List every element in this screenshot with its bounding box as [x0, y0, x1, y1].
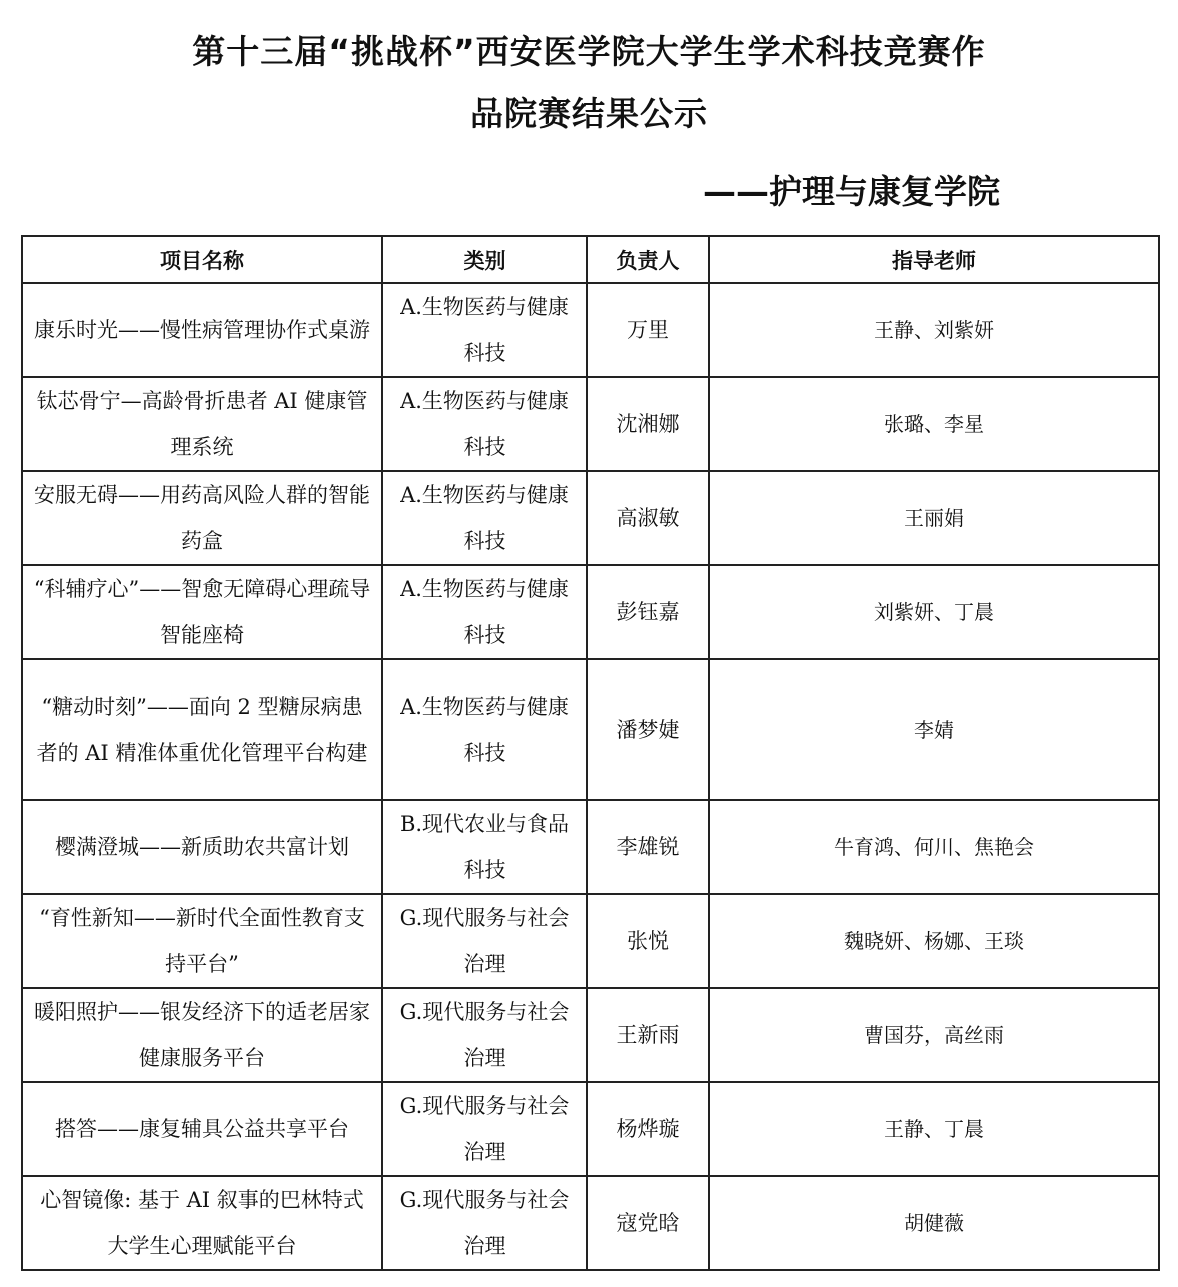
leader-cell: 李雄锐 — [587, 800, 709, 894]
column-header-leader: 负责人 — [587, 236, 709, 283]
advisor-cell: 王静、丁晨 — [709, 1082, 1159, 1176]
project-name-cell: 樱满澄城——新质助农共富计划 — [22, 800, 382, 894]
table-row — [22, 659, 1159, 800]
column-header-project: 项目名称 — [22, 236, 382, 283]
category-cell: A.生物医药与健康科技 — [382, 565, 587, 659]
advisor-cell: 王静、刘紫妍 — [709, 283, 1159, 377]
leader-cell: 沈湘娜 — [587, 377, 709, 471]
table-row — [22, 894, 1159, 988]
leader-cell: 寇党晗 — [587, 1176, 709, 1270]
column-header-category: 类别 — [382, 236, 587, 283]
category-cell: G.现代服务与社会治理 — [382, 1082, 587, 1176]
advisor-cell: 张璐、李星 — [709, 377, 1159, 471]
table-header-row — [22, 236, 1159, 283]
project-name-cell: 安服无碍——用药高风险人群的智能药盒 — [22, 471, 382, 565]
advisor-cell: 李婧 — [709, 659, 1159, 800]
category-cell: G.现代服务与社会治理 — [382, 988, 587, 1082]
college-subtitle: ——护理与康复学院 — [703, 172, 1000, 211]
project-name-cell: “科辅疗心”——智愈无障碍心理疏导智能座椅 — [22, 565, 382, 659]
table-row — [22, 988, 1159, 1082]
advisor-cell: 王丽娟 — [709, 471, 1159, 565]
advisor-cell: 胡健薇 — [709, 1176, 1159, 1270]
category-cell: G.现代服务与社会治理 — [382, 894, 587, 988]
project-name-cell: 心智镜像: 基于 AI 叙事的巴林特式大学生心理赋能平台 — [22, 1176, 382, 1270]
table-row — [22, 1082, 1159, 1176]
advisor-cell: 牛育鸿、何川、焦艳会 — [709, 800, 1159, 894]
project-name-cell: 钛芯骨宁—高龄骨折患者 AI 健康管理系统 — [22, 377, 382, 471]
leader-cell: 杨烨璇 — [587, 1082, 709, 1176]
category-cell: A.生物医药与健康科技 — [382, 471, 587, 565]
leader-cell: 万里 — [587, 283, 709, 377]
table-row — [22, 377, 1159, 471]
advisor-cell: 曹国芬，高丝雨 — [709, 988, 1159, 1082]
leader-cell: 王新雨 — [587, 988, 709, 1082]
column-header-advisor: 指导老师 — [709, 236, 1159, 283]
leader-cell: 高淑敏 — [587, 471, 709, 565]
category-cell: A.生物医药与健康科技 — [382, 659, 587, 800]
project-name-cell: 暖阳照护——银发经济下的适老居家健康服务平台 — [22, 988, 382, 1082]
leader-cell: 张悦 — [587, 894, 709, 988]
document-title-line-1: 第十三届“挑战杯”西安医学院大学生学术科技竞赛作 — [192, 32, 986, 71]
project-name-cell: 搭答——康复辅具公益共享平台 — [22, 1082, 382, 1176]
table-row — [22, 565, 1159, 659]
table-row — [22, 471, 1159, 565]
category-cell: A.生物医药与健康科技 — [382, 377, 587, 471]
project-name-cell: 康乐时光——慢性病管理协作式桌游 — [22, 283, 382, 377]
category-cell: B.现代农业与食品科技 — [382, 800, 587, 894]
leader-cell: 潘梦婕 — [587, 659, 709, 800]
category-cell: G.现代服务与社会治理 — [382, 1176, 587, 1270]
results-table — [21, 235, 1160, 1271]
advisor-cell: 刘紫妍、丁晨 — [709, 565, 1159, 659]
project-name-cell: “糖动时刻”——面向 2 型糖尿病患者的 AI 精准体重优化管理平台构建 — [22, 659, 382, 800]
table-row — [22, 283, 1159, 377]
advisor-cell: 魏晓妍、杨娜、王琰 — [709, 894, 1159, 988]
document-title-line-2: 品院赛结果公示 — [470, 94, 708, 133]
category-cell: A.生物医药与健康科技 — [382, 283, 587, 377]
project-name-cell: “育性新知——新时代全面性教育支持平台” — [22, 894, 382, 988]
table-row — [22, 1176, 1159, 1270]
leader-cell: 彭钰嘉 — [587, 565, 709, 659]
table-row — [22, 800, 1159, 894]
